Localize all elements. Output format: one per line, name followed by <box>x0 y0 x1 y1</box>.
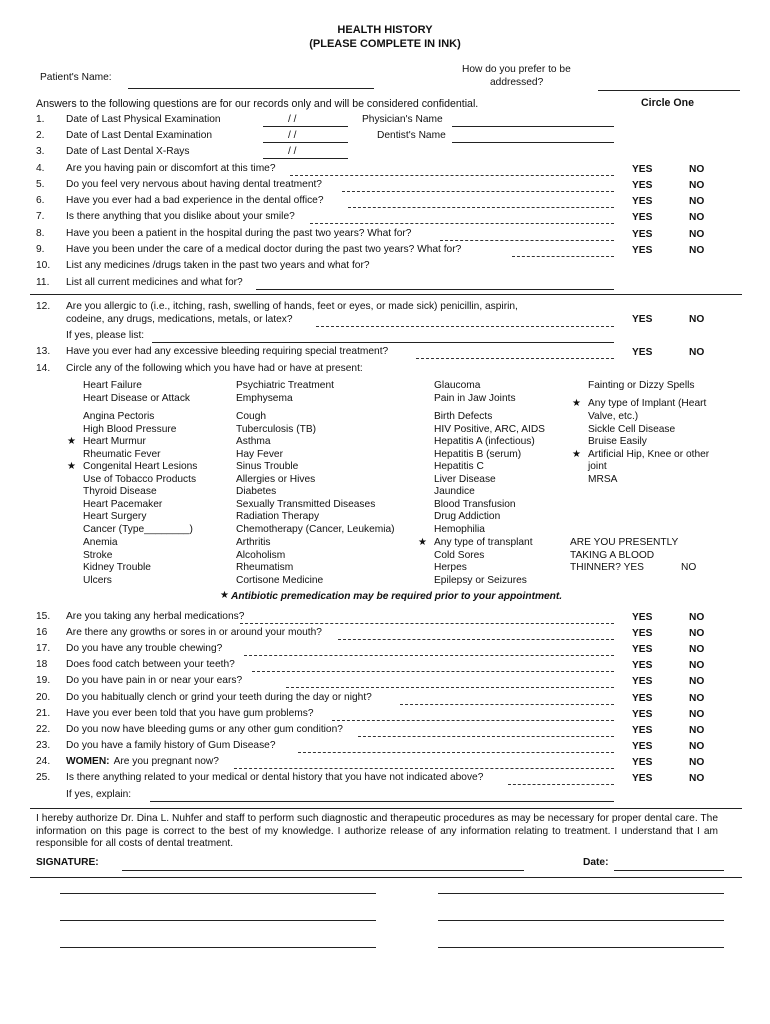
answer-line[interactable] <box>316 326 614 327</box>
question-text: Are you pregnant now? <box>113 756 219 767</box>
star-icon: ★ <box>418 537 427 548</box>
condition-item[interactable]: Any type of Implant (Heart <box>588 398 707 409</box>
question-text: Do you have any trouble chewing? <box>66 643 223 654</box>
no-option[interactable]: NO <box>689 612 705 623</box>
thinner-yes-option[interactable]: THINNER? YES <box>570 562 644 573</box>
question-number: 11. <box>36 277 50 288</box>
condition-item[interactable]: Glaucoma <box>434 380 481 391</box>
yes-option[interactable]: YES <box>632 612 653 623</box>
no-option[interactable]: NO <box>689 314 705 325</box>
question-text: List any medicines /drugs taken in the past two years and what for? <box>66 260 370 271</box>
section-divider <box>30 877 742 878</box>
no-option[interactable]: NO <box>689 164 705 175</box>
question-number: 16 <box>36 627 48 638</box>
condition-item[interactable]: Jaundice <box>434 486 475 497</box>
thinner-text-1: ARE YOU PRESENTLY <box>570 537 679 548</box>
yes-option[interactable]: YES <box>632 229 653 240</box>
no-option[interactable]: NO <box>689 725 705 736</box>
condition-item[interactable]: Stroke <box>83 550 113 561</box>
answer-line[interactable] <box>400 704 614 705</box>
question-number: 23. <box>36 740 51 751</box>
date-field[interactable] <box>614 870 724 871</box>
question-text: Do you have a family history of Gum Disease? <box>66 740 276 751</box>
answer-line[interactable] <box>286 687 614 688</box>
condition-item[interactable]: Cortisone Medicine <box>236 575 324 586</box>
no-option[interactable]: NO <box>689 757 705 768</box>
condition-item[interactable]: Drug Addiction <box>434 511 501 522</box>
signature-label: SIGNATURE: <box>36 857 99 868</box>
physical-exam-date-field[interactable] <box>263 126 348 127</box>
no-option[interactable]: NO <box>689 212 705 223</box>
yes-option[interactable]: YES <box>632 180 653 191</box>
dental-exam-date-field[interactable] <box>263 142 348 143</box>
blank-line[interactable] <box>60 893 376 894</box>
question-number: 25. <box>36 772 51 783</box>
condition-item[interactable]: Sickle Cell Disease <box>588 424 676 435</box>
question-number: 2. <box>36 130 45 141</box>
blank-line[interactable] <box>60 947 376 948</box>
medicines-field[interactable] <box>256 289 614 290</box>
yes-option[interactable]: YES <box>632 725 653 736</box>
condition-item[interactable]: Ulcers <box>83 575 112 586</box>
no-option[interactable]: NO <box>689 196 705 207</box>
dentist-label: Dentist's Name <box>377 130 446 141</box>
condition-item[interactable]: Bruise Easily <box>588 436 647 447</box>
star-icon: ★ <box>220 590 229 601</box>
condition-item[interactable]: Pain in Jaw Joints <box>434 393 516 404</box>
yes-option[interactable]: YES <box>632 693 653 704</box>
dentist-name-field[interactable] <box>452 142 614 143</box>
question-text: If yes, please list: <box>66 330 145 341</box>
question-text: Have you been under the care of a medical doctor during the past two years? What for? <box>66 244 462 255</box>
condition-item[interactable]: Herpes <box>434 562 467 573</box>
condition-item[interactable]: High Blood Pressure <box>83 424 177 435</box>
question-number: 8. <box>36 228 45 239</box>
question-number: 4. <box>36 163 45 174</box>
condition-item[interactable]: Tuberculosis (TB) <box>236 424 317 435</box>
explain-field[interactable] <box>150 801 614 802</box>
condition-item[interactable]: Allergies or Hives <box>236 474 316 485</box>
question-number: 6. <box>36 195 45 206</box>
answer-line[interactable] <box>310 223 614 224</box>
star-icon: ★ <box>572 398 581 409</box>
answer-line[interactable] <box>440 240 614 241</box>
answer-line[interactable] <box>338 639 614 640</box>
condition-item[interactable]: Psychiatric Treatment <box>236 380 334 391</box>
no-option[interactable]: NO <box>689 644 705 655</box>
condition-item[interactable]: Heart Murmur <box>83 436 146 447</box>
answer-line[interactable] <box>342 191 614 192</box>
condition-item[interactable]: Hepatitis C <box>434 461 484 472</box>
question-text: List all current medicines and what for? <box>66 277 243 288</box>
question-number: 5. <box>36 179 45 190</box>
yes-option[interactable]: YES <box>632 757 653 768</box>
condition-item[interactable]: Kidney Trouble <box>83 562 151 573</box>
condition-item[interactable]: Anemia <box>83 537 118 548</box>
condition-item[interactable]: Hepatitis A (infectious) <box>434 436 535 447</box>
condition-item[interactable]: Heart Surgery <box>83 511 147 522</box>
condition-item[interactable]: Heart Pacemaker <box>83 499 163 510</box>
question-text: Do you have pain in or near your ears? <box>66 675 243 686</box>
condition-item[interactable]: Fainting or Dizzy Spells <box>588 380 695 391</box>
condition-item[interactable]: joint <box>588 461 607 472</box>
no-option[interactable]: NO <box>689 180 705 191</box>
condition-item[interactable]: Alcoholism <box>236 550 286 561</box>
women-label: WOMEN: <box>66 756 110 767</box>
condition-item[interactable]: Arthritis <box>236 537 271 548</box>
star-icon: ★ <box>572 449 581 460</box>
question-text: Have you ever been told that you have gum problems? <box>66 708 314 719</box>
physician-label: Physician's Name <box>362 114 443 125</box>
date-slashes: / / <box>288 146 297 157</box>
question-text: Are you taking any herbal medications? <box>66 611 245 622</box>
condition-item[interactable]: Cough <box>236 411 267 422</box>
question-number: 18 <box>36 659 48 670</box>
condition-item[interactable]: Hepatitis B (serum) <box>434 449 522 460</box>
yes-option[interactable]: YES <box>632 196 653 207</box>
question-number: 19. <box>36 675 51 686</box>
question-number: 9. <box>36 244 45 255</box>
star-icon: ★ <box>67 461 76 472</box>
physician-name-field[interactable] <box>452 126 614 127</box>
signature-field[interactable] <box>122 870 524 871</box>
condition-item[interactable]: Liver Disease <box>434 474 496 485</box>
question-number: 22. <box>36 724 51 735</box>
condition-item[interactable]: Sinus Trouble <box>236 461 299 472</box>
answer-line[interactable] <box>240 623 614 624</box>
authorization-text: I hereby authorize Dr. Dina L. Nuhfer and staff to perform such diagnostic and therapeutic procedures as may be necessary for proper dental care. The information on this page is correct to the best of my knowledge. I authorize release of any information relating to treatment. I understand that I am responsible for all costs of dental treatment. <box>36 813 718 849</box>
blank-line[interactable] <box>438 947 724 948</box>
condition-item[interactable]: Heart Disease or Attack <box>83 393 191 404</box>
xray-date-field[interactable] <box>263 158 348 159</box>
antibiotic-note: Antibiotic premedication may be required prior to your appointment. <box>231 591 563 602</box>
answer-line[interactable] <box>290 175 614 176</box>
preferred-name-field[interactable] <box>598 90 740 91</box>
answer-line[interactable] <box>252 671 614 672</box>
prefer-label: How do you prefer to be <box>462 64 571 75</box>
star-icon: ★ <box>67 436 76 447</box>
yes-option[interactable]: YES <box>632 628 653 639</box>
no-option[interactable]: NO <box>689 245 705 256</box>
yes-option[interactable]: YES <box>632 164 653 175</box>
question-text: Date of Last Physical Examination <box>66 114 221 125</box>
question-number: 3. <box>36 146 45 157</box>
blank-line[interactable] <box>438 893 724 894</box>
question-number: 13. <box>36 346 51 357</box>
condition-item[interactable]: Radiation Therapy <box>236 511 320 522</box>
question-text: codeine, any drugs, medications, metals, or latex? <box>66 314 293 325</box>
yes-option[interactable]: YES <box>632 741 653 752</box>
condition-item[interactable]: Hay Fever <box>236 449 283 460</box>
condition-item[interactable]: Use of Tobacco Products <box>83 474 197 485</box>
question-text: Date of Last Dental X-Rays <box>66 146 190 157</box>
answer-line[interactable] <box>244 655 614 656</box>
question-number: 15. <box>36 611 51 622</box>
answer-line[interactable] <box>508 784 614 785</box>
blank-line[interactable] <box>438 920 724 921</box>
question-text: Date of Last Dental Examination <box>66 130 213 141</box>
condition-item[interactable]: Epilepsy or Seizures <box>434 575 527 586</box>
thinner-no-option[interactable]: NO <box>681 562 697 573</box>
yes-option[interactable]: YES <box>632 245 653 256</box>
yes-option[interactable]: YES <box>632 676 653 687</box>
question-text <box>66 756 219 767</box>
section-divider <box>30 808 742 809</box>
condition-item[interactable]: Angina Pectoris <box>83 411 155 422</box>
date-label: Date: <box>583 857 609 868</box>
question-text: Is there anything that you dislike about your smile? <box>66 211 295 222</box>
condition-item[interactable]: Heart Failure <box>83 380 142 391</box>
question-text: Have you ever had a bad experience in the dental office? <box>66 195 324 206</box>
question-text: Circle any of the following which you have had or have at present: <box>66 363 363 374</box>
condition-item[interactable]: Blood Transfusion <box>434 499 516 510</box>
yes-option[interactable]: YES <box>632 644 653 655</box>
date-slashes: / / <box>288 114 297 125</box>
question-number: 12. <box>36 301 51 312</box>
no-option[interactable]: NO <box>689 229 705 240</box>
answer-line[interactable] <box>512 256 614 257</box>
condition-item[interactable]: Hemophilia <box>434 524 485 535</box>
answer-line[interactable] <box>416 358 614 359</box>
question-number: 21. <box>36 708 51 719</box>
yes-option[interactable]: YES <box>632 314 653 325</box>
condition-item[interactable]: HIV Positive, ARC, AIDS <box>434 424 545 435</box>
condition-item[interactable]: Cold Sores <box>434 550 485 561</box>
form-title: HEALTH HISTORY <box>337 24 433 36</box>
no-option[interactable]: NO <box>689 628 705 639</box>
thinner-text-2: TAKING A BLOOD <box>570 550 655 561</box>
yes-option[interactable]: YES <box>632 212 653 223</box>
patient-name-field[interactable] <box>128 88 374 89</box>
no-option[interactable]: NO <box>689 773 705 784</box>
condition-item[interactable]: MRSA <box>588 474 618 485</box>
no-option[interactable]: NO <box>689 741 705 752</box>
answer-line[interactable] <box>332 720 614 721</box>
blank-line[interactable] <box>60 920 376 921</box>
confidential-notice: Answers to the following questions are for our records only and will be considered confidential. <box>36 98 479 110</box>
answer-line[interactable] <box>358 736 614 737</box>
question-number: 1. <box>36 114 45 125</box>
allergy-list-field[interactable] <box>152 342 614 343</box>
prefer-label-2: addressed? <box>490 77 544 88</box>
condition-item[interactable]: Any type of transplant <box>434 537 533 548</box>
question-text: Do you now have bleeding gums or any other gum condition? <box>66 724 343 735</box>
question-text: Are there any growths or sores in or around your mouth? <box>66 627 322 638</box>
yes-option[interactable]: YES <box>632 660 653 671</box>
section-divider <box>30 294 742 295</box>
question-text: Does food catch between your teeth? <box>66 659 235 670</box>
question-number: 7. <box>36 211 45 222</box>
yes-option[interactable]: YES <box>632 709 653 720</box>
no-option[interactable]: NO <box>689 709 705 720</box>
yes-option[interactable]: YES <box>632 773 653 784</box>
condition-item[interactable]: Asthma <box>236 436 271 447</box>
question-text: Are you having pain or discomfort at this time? <box>66 163 276 174</box>
condition-item[interactable]: Chemotherapy (Cancer, Leukemia) <box>236 524 395 535</box>
condition-item[interactable]: Thyroid Disease <box>83 486 157 497</box>
question-text: Have you been a patient in the hospital during the past two years? What for? <box>66 228 412 239</box>
question-number: 20. <box>36 692 51 703</box>
answer-line[interactable] <box>298 752 614 753</box>
no-option[interactable]: NO <box>689 676 705 687</box>
question-text: Are you allergic to (i.e., itching, rash, swelling of hands, feet or eyes, or made sick) penicillin, aspirin, <box>66 301 518 312</box>
explain-label: If yes, explain: <box>66 789 132 800</box>
no-option[interactable]: NO <box>689 693 705 704</box>
no-option[interactable]: NO <box>689 347 705 358</box>
question-number: 17. <box>36 643 51 654</box>
condition-item[interactable]: Artificial Hip, Knee or other <box>588 449 710 460</box>
question-number: 10. <box>36 260 51 271</box>
condition-item[interactable]: Rheumatism <box>236 562 294 573</box>
circle-one-header: Circle One <box>641 97 694 109</box>
question-text: Do you habitually clench or grind your teeth during the day or night? <box>66 692 372 703</box>
question-number: 24. <box>36 756 51 767</box>
condition-item[interactable]: Rheumatic Fever <box>83 449 161 460</box>
condition-item[interactable]: Emphysema <box>236 393 293 404</box>
question-text: Do you feel very nervous about having dental treatment? <box>66 179 322 190</box>
condition-item[interactable]: Congenital Heart Lesions <box>83 461 198 472</box>
condition-item[interactable]: Diabetes <box>236 486 277 497</box>
no-option[interactable]: NO <box>689 660 705 671</box>
date-slashes: / / <box>288 130 297 141</box>
answer-line[interactable] <box>348 207 614 208</box>
condition-item[interactable]: Valve, etc.) <box>588 411 639 422</box>
patient-name-label: Patient's Name: <box>40 72 112 83</box>
condition-item[interactable]: Sexually Transmitted Diseases <box>236 499 376 510</box>
form-subtitle: (PLEASE COMPLETE IN INK) <box>309 38 461 50</box>
yes-option[interactable]: YES <box>632 347 653 358</box>
question-text: Is there anything related to your medical or dental history that you have not indicated above? <box>66 772 484 783</box>
condition-item[interactable]: Birth Defects <box>434 411 493 422</box>
answer-line[interactable] <box>234 768 614 769</box>
condition-item[interactable]: Cancer (Type________) <box>83 524 193 535</box>
question-number: 14. <box>36 363 51 374</box>
question-text: Have you ever had any excessive bleeding requiring special treatment? <box>66 346 389 357</box>
